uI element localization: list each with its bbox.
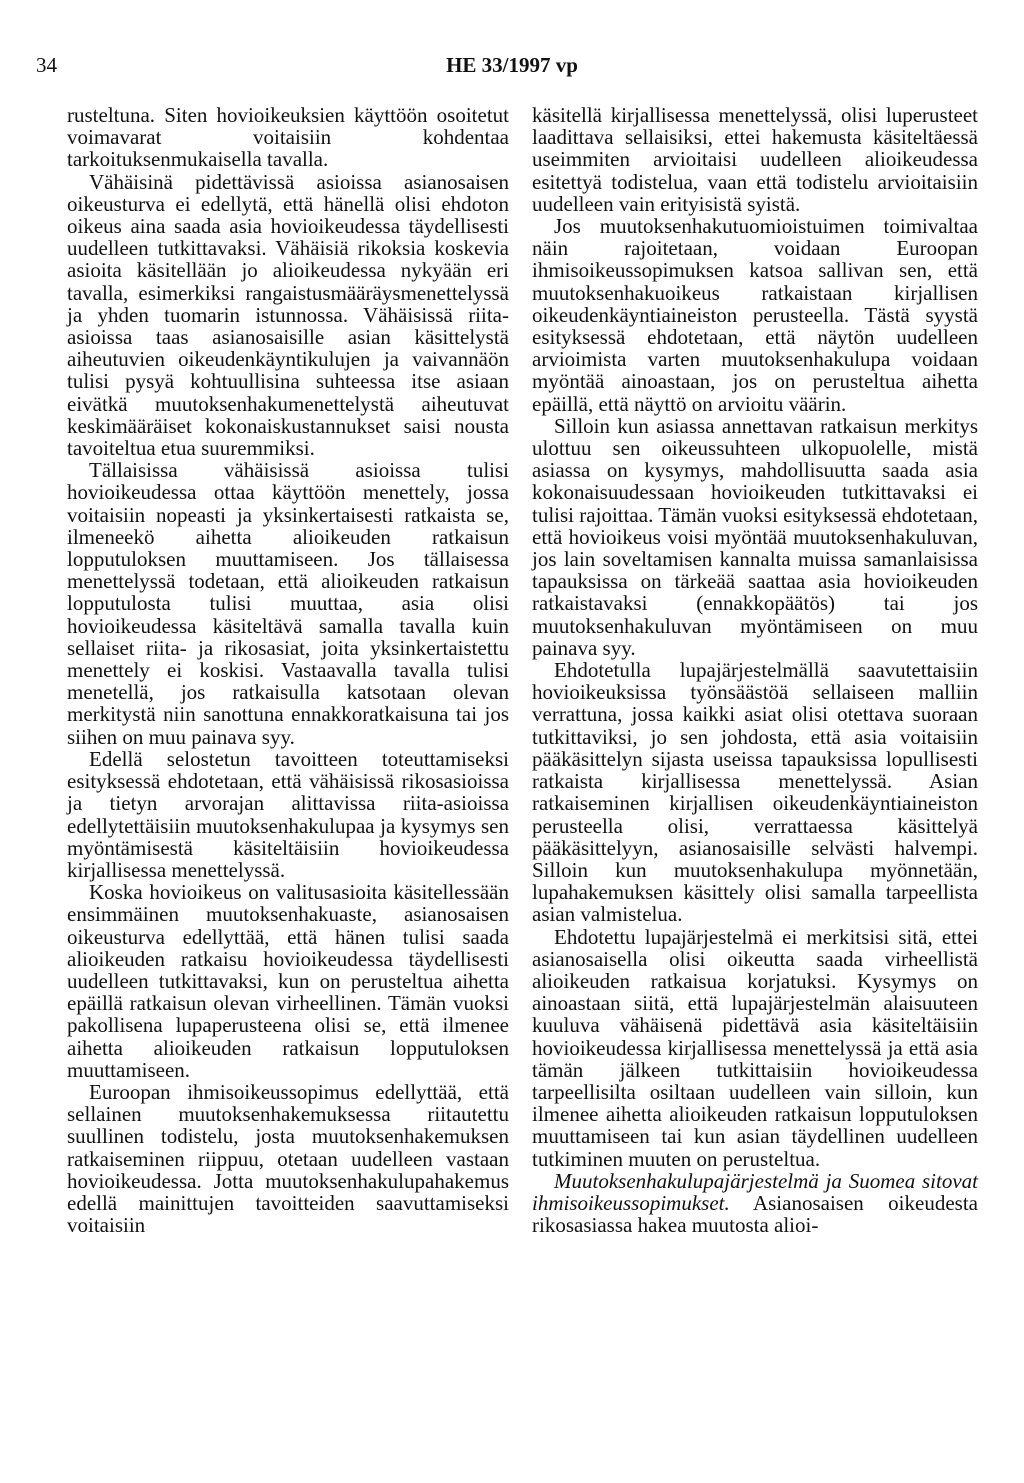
section-text: Asianosaisen oikeudesta rikosasiassa hakea muutosta alioi- (532, 1190, 978, 1238)
paragraph: Ehdotettu lupajärjestelmä ei merkitsisi sitä, ettei asianosaisella olisi oikeutta saada virheellistä alioikeuden ratkaisua korjatuksi. Kysymys on ainoastaan siitä, että lupajärjestelmän alaisuuteen kuuluva vähäisenä pidettävä asia käsiteltäisiin hovioikeudessa kirjallisessa menettelyssä ja että asia tämän jälkeen tutkittaisiin hovioikeudessa tarpeellisilta osiltaan uudelleen vain silloin, kun ilmenee aihetta alioikeuden ratkaisun lopputuloksen muuttamiseen tai kun asian täydellinen uudelleen tutkiminen muuten on perusteltua. (532, 924, 978, 1171)
paragraph: Tällaisissa vähäisissä asioissa tulisi hovioikeudessa ottaa käyttöön menettely, jossa voitaisiin nopeasti ja yksinkertaisesti ratkaista se, ilmeneekö aihetta alioikeuden ratkaisun lopputuloksen muuttamiseen. Jos tällaisessa menettelyssä todetaan, että alioikeuden ratkaisun lopputulosta tulisi muuttaa, asia olisi hovioikeudessa käsiteltävä samalla tavalla kuin sellaiset riita- ja rikosasiat, joita yksinkertaistettu menettely ei koskisi. Vastaavalla tavalla tulisi menetellä, jos ratkaisulla katsotaan olevan merkitystä niin sanottuna ennakkoratkaisuna tai jos siihen on muu painava syy. (67, 458, 509, 749)
left-column (67, 104, 509, 1236)
page-number: 34 (36, 53, 57, 77)
paragraph: Edellä selostetun tavoitteen toteuttamiseksi esityksessä ehdotetaan, että vähäisissä rikosasioissa ja tietyn arvorajan alittavissa riita-asioissa edellytettäisiin muutoksenhakulupaa ja kysymys sen myöntämisestä käsiteltäisiin hovioikeudessa kirjallisessa menettelyssä. (67, 746, 509, 882)
paragraph: rusteltuna. Siten hovioikeuksien käyttöön osoitetut voimavarat voitaisiin kohdentaa tarkoituksenmukaisella tavalla. (67, 103, 509, 172)
document-id: HE 33/1997 vp (446, 53, 578, 77)
paragraph: käsitellä kirjallisessa menettelyssä, olisi luperusteet laadittava sellaisiksi, ettei hakemusta käsiteltäessä useimmiten arvioitaisi uudelleen alioikeudessa esitettyä todistelua, vaan että todistelu arvioitaisiin uudelleen vain erityisistä syistä. (532, 103, 978, 216)
section-paragraph (532, 1170, 978, 1237)
paragraph: Silloin kun asiassa annettavan ratkaisun merkitys ulottuu sen oikeussuhteen ulkopuolelle, mistä asiassa on kysymys, mahdollisuutta saada asia kokonaisuudessaan hovioikeuden tutkittavaksi ei tulisi rajoittaa. Tämän vuoksi esityksessä ehdotetaan, että hovioikeus voisi myöntää muutoksenhakuluvan, jos lain soveltamisen kannalta muissa samanlaisissa tapauksissa on tärkeää saattaa asia hovioikeuden ratkaistavaksi (ennakkopäätös) tai jos muutoksenhakuluvan myöntämiseen on muu painava syy. (532, 413, 978, 660)
paragraph: Koska hovioikeus on valitusasioita käsitellessään ensimmäinen muutoksenhakuaste, asianosaisen oikeusturva edellyttää, että hänen tulisi saada alioikeuden ratkaisu hovioikeudessa täydellisesti uudelleen tutkittavaksi, kun on perusteltua aihetta epäillä ratkaisun olevan virheellinen. Tämän vuoksi pakollisena lupaperusteena olisi se, että ilmenee aihetta alioikeuden ratkaisun lopputuloksen muuttamiseen. (67, 880, 509, 1082)
paragraph: Jos muutoksenhakutuomioistuimen toimivaltaa näin rajoitetaan, voidaan Euroopan ihmisoikeussopimuksen katsoa sallivan sen, että muutoksenhakuoikeus ratkaistaan kirjallisen oikeudenkäyntiaineiston perusteella. Tästä syystä esityksessä ehdotetaan, että näytön uudelleen arvioimista varten muutoksenhakulupa voidaan myöntää ainoastaan, jos on perusteltua aihetta epäillä, että näyttö on arvioitu väärin. (532, 214, 978, 416)
paragraph: Vähäisinä pidettävissä asioissa asianosaisen oikeusturva ei edellytä, että hänellä olisi ehdoton oikeus aina saada asia hovioikeudessa täydellisesti uudelleen tutkittavaksi. Vähäisiä rikoksia koskevia asioita käsitellään jo alioikeudessa nykyään eri tavalla, esimerkiksi rangaistusmääräysmenettelyssä ja yhden tuomarin istunnossa. Vähäisissä riita-asioissa taas asianosaisille asian käsittelystä aiheutuvien oikeudenkäyntikulujen ja vaivannäön tulisi pysyä kohtuullisina suhteessa itse asiaan eivätkä muutoksenhakumenettelystä aiheutuvat keskimääräiset kokonaiskustannukset saisi nousta tavoiteltua etua suuremmiksi. (67, 169, 509, 461)
section-heading-italic: Muutoksenhakulupajärjestelmä ja Suomea sitovat ihmisoikeussopimukset. (532, 1168, 978, 1215)
paragraph: Euroopan ihmisoikeussopimus edellyttää, että sellainen muutoksenhakemuksessa riitautettu suullinen todistelu, josta muutoksenhakemuksen ratkaiseminen riippuu, otetaan uudelleen vastaan hovioikeudessa. Jotta muutoksenhakulupahakemus edellä mainittujen tavoitteiden saavuttamiseksi voitaisiin (67, 1079, 509, 1238)
page-header (36, 50, 988, 80)
right-column (532, 104, 978, 1236)
paragraph: Ehdotetulla lupajärjestelmällä saavutettaisiin hovioikeuksissa työnsäästöä sellaiseen malliin verrattuna, jossa kaikki asiat olisi otettava suoraan tutkittaviksi, jo sen johdosta, että asia voitaisiin pääkäsittelyn sijasta useissa tapauksissa lopullisesti ratkaista kirjallisessa menettelyssä. Asian ratkaiseminen kirjallisen oikeudenkäyntiaineiston perusteella olisi, verrattaessa käsittelyä pääkäsittelyyn, asianosaisille selvästi halvempi. Silloin kun muutoksenhakulupa myönnetään, lupahakemuksen käsittely olisi samalla tarpeellista asian valmistelua. (532, 658, 978, 927)
